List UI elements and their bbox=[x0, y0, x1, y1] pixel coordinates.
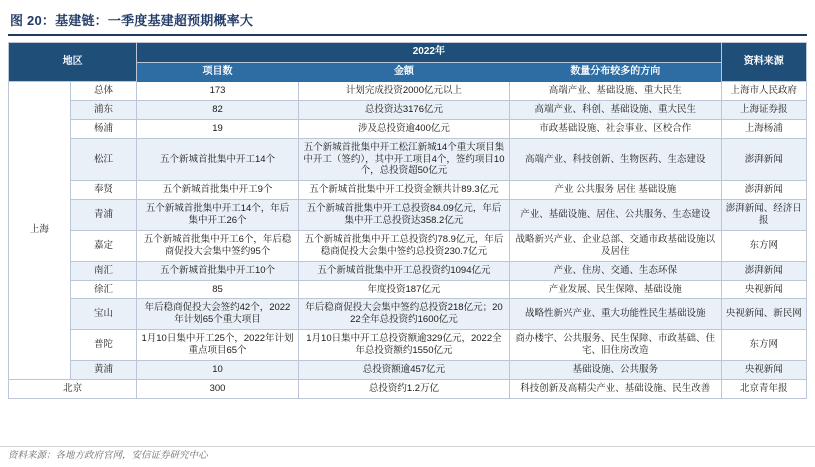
amount-cell: 五个新城首批集中开工总投资约1094亿元 bbox=[298, 261, 509, 280]
amount-cell: 总投资额逾457亿元 bbox=[298, 360, 509, 379]
count-cell: 五个新城首批集中开工6个，年后稳商促投大会集中签约95个 bbox=[137, 230, 299, 261]
source-cell: 澎湃新闻 bbox=[721, 181, 807, 200]
source-cell: 央视新闻 bbox=[721, 280, 807, 299]
city-cell: 奉贤 bbox=[70, 181, 137, 200]
title-divider bbox=[8, 34, 807, 36]
count-cell: 10 bbox=[137, 360, 299, 379]
table-row bbox=[9, 379, 807, 398]
amount-cell: 年度投资187亿元 bbox=[298, 280, 509, 299]
table-row bbox=[9, 330, 807, 361]
count-cell: 五个新城首批集中开工9个 bbox=[137, 181, 299, 200]
table-row bbox=[9, 200, 807, 231]
header-amount: 金额 bbox=[298, 62, 509, 82]
direction-cell: 科技创新及高精尖产业、基础设施、民生改善 bbox=[510, 379, 721, 398]
direction-cell: 高端产业、科创、基础设施、重大民生 bbox=[510, 100, 721, 119]
table-row bbox=[9, 138, 807, 181]
count-cell: 1月10日集中开工25个，2022年计划重点项目65个 bbox=[137, 330, 299, 361]
direction-cell: 产业、基础设施、居住、公共服务、生态建设 bbox=[510, 200, 721, 231]
direction-cell: 高端产业、基础设施、重大民生 bbox=[510, 82, 721, 101]
amount-cell: 总投资约1.2万亿 bbox=[298, 379, 509, 398]
direction-cell: 产业 公共服务 居住 基础设施 bbox=[510, 181, 721, 200]
source-cell: 澎湃新闻、经济日报 bbox=[721, 200, 807, 231]
amount-cell: 五个新城首批集中开工总投资84.09亿元，年后集中开工总投资达358.2亿元 bbox=[298, 200, 509, 231]
amount-cell: 涉及总投资逾400亿元 bbox=[298, 119, 509, 138]
table-row bbox=[9, 82, 807, 101]
source-cell: 东方网 bbox=[721, 330, 807, 361]
source-note: 资料来源：各地方政府官网，安信证券研究中心 bbox=[8, 451, 208, 461]
region-cell-beijing: 北京 bbox=[9, 379, 137, 398]
table-row bbox=[9, 100, 807, 119]
count-cell: 19 bbox=[137, 119, 299, 138]
direction-cell: 战略性新兴产业、重大功能性民生基础设施 bbox=[510, 299, 721, 330]
table-row bbox=[9, 299, 807, 330]
city-cell: 徐汇 bbox=[70, 280, 137, 299]
count-cell: 五个新城首批集中开工14个，年后集中开工26个 bbox=[137, 200, 299, 231]
city-cell: 黄浦 bbox=[70, 360, 137, 379]
table-row bbox=[9, 119, 807, 138]
source-cell: 上海证券报 bbox=[721, 100, 807, 119]
header-source: 资料来源 bbox=[721, 43, 807, 82]
header-project-count: 项目数 bbox=[137, 62, 299, 82]
header-region: 地区 bbox=[9, 43, 137, 82]
source-cell: 上海市人民政府 bbox=[721, 82, 807, 101]
region-cell-shanghai: 上海 bbox=[9, 82, 71, 380]
header-direction: 数量分布较多的方向 bbox=[510, 62, 721, 82]
city-cell: 总体 bbox=[70, 82, 137, 101]
amount-cell: 五个新城首批集中开工投资金额共计89.3亿元 bbox=[298, 181, 509, 200]
source-cell: 澎湃新闻 bbox=[721, 261, 807, 280]
source-cell: 上海杨浦 bbox=[721, 119, 807, 138]
amount-cell: 1月10日集中开工总投资额逾329亿元，2022全年总投资额约1550亿元 bbox=[298, 330, 509, 361]
table-row bbox=[9, 360, 807, 379]
count-cell: 年后稳商促投大会签约42个，2022年计划65个重大项目 bbox=[137, 299, 299, 330]
city-cell: 松江 bbox=[70, 138, 137, 181]
direction-cell: 产业、住房、交通、生态环保 bbox=[510, 261, 721, 280]
city-cell: 杨浦 bbox=[70, 119, 137, 138]
table-row bbox=[9, 181, 807, 200]
source-cell: 央视新闻、新民网 bbox=[721, 299, 807, 330]
city-cell: 普陀 bbox=[70, 330, 137, 361]
source-cell: 东方网 bbox=[721, 230, 807, 261]
direction-cell: 产业发展、民生保障、基础设施 bbox=[510, 280, 721, 299]
city-cell: 嘉定 bbox=[70, 230, 137, 261]
direction-cell: 商办楼宇、公共服务、民生保障、市政基础、住宅、旧住房改造 bbox=[510, 330, 721, 361]
count-cell: 85 bbox=[137, 280, 299, 299]
source-cell: 央视新闻 bbox=[721, 360, 807, 379]
amount-cell: 年后稳商促投大会集中签约总投资218亿元；2022全年总投资约1600亿元 bbox=[298, 299, 509, 330]
direction-cell: 基础设施、公共服务 bbox=[510, 360, 721, 379]
count-cell: 五个新城首批集中开工14个 bbox=[137, 138, 299, 181]
count-cell: 300 bbox=[137, 379, 299, 398]
direction-cell: 战略新兴产业、企业总部、交通市政基础设施以及居住 bbox=[510, 230, 721, 261]
city-cell: 南汇 bbox=[70, 261, 137, 280]
amount-cell: 总投资达3176亿元 bbox=[298, 100, 509, 119]
count-cell: 五个新城首批集中开工10个 bbox=[137, 261, 299, 280]
amount-cell: 五个新城首批集中开工总投资约78.9亿元，年后稳商促投大会集中签约总投资230.7亿元 bbox=[298, 230, 509, 261]
city-cell: 浦东 bbox=[70, 100, 137, 119]
count-cell: 82 bbox=[137, 100, 299, 119]
table-body bbox=[9, 82, 807, 399]
table-row bbox=[9, 261, 807, 280]
table-row bbox=[9, 280, 807, 299]
city-cell: 青浦 bbox=[70, 200, 137, 231]
amount-cell: 五个新城首批集中开工松江新城14个重大项目集中开工（签约），其中开工项目4个，签约项目10个，总投资超50亿元 bbox=[298, 138, 509, 181]
figure-title: 图 20：基建链：一季度基建超预期概率大 bbox=[10, 13, 254, 28]
source-cell: 北京青年报 bbox=[721, 379, 807, 398]
amount-cell: 计划完成投资2000亿元以上 bbox=[298, 82, 509, 101]
table-header bbox=[9, 43, 807, 82]
infrastructure-projects-table bbox=[8, 42, 807, 399]
direction-cell: 市政基础设施、社会事业、区校合作 bbox=[510, 119, 721, 138]
city-cell: 宝山 bbox=[70, 299, 137, 330]
count-cell: 173 bbox=[137, 82, 299, 101]
direction-cell: 高端产业、科技创新、生物医药、生态建设 bbox=[510, 138, 721, 181]
header-year: 2022年 bbox=[137, 43, 721, 63]
table-row bbox=[9, 230, 807, 261]
source-cell: 澎湃新闻 bbox=[721, 138, 807, 181]
